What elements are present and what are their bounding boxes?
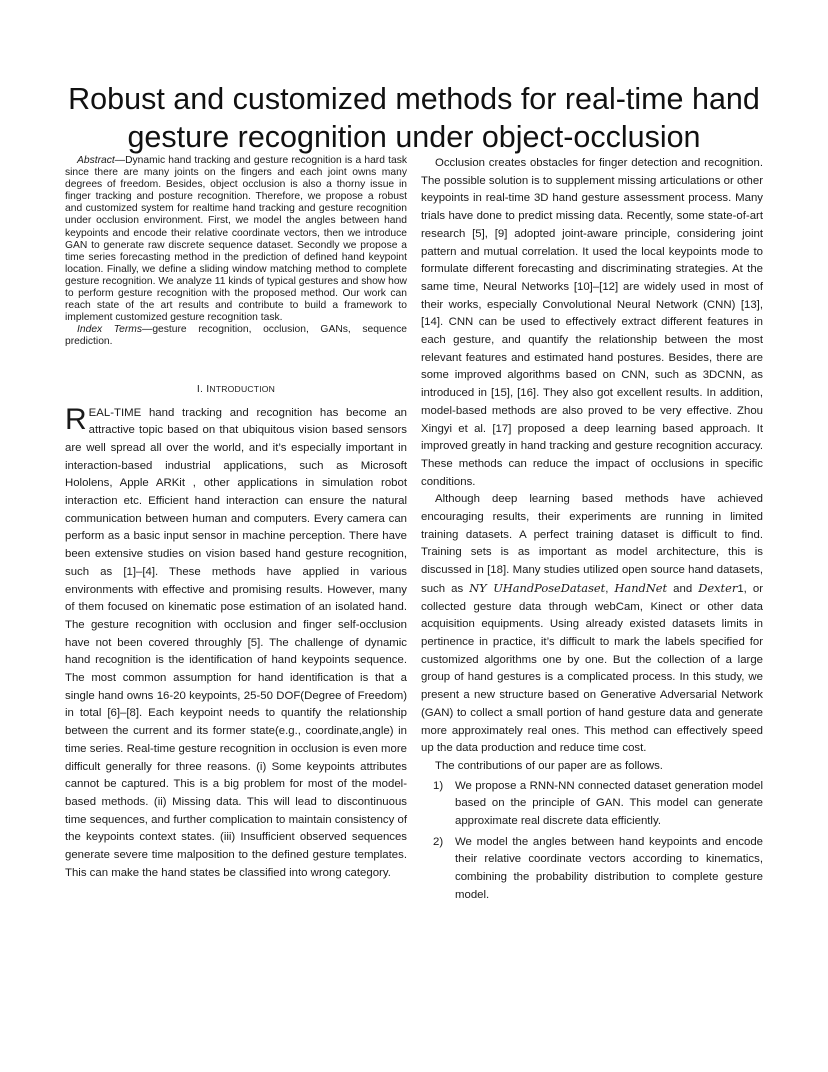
intro-paragraph-4: The contributions of our paper are as follows. [435,759,663,772]
contribution-list [421,778,763,905]
dataset-dexter: Dexter [698,580,738,595]
p3-sep-2: and [667,582,699,595]
abstract-dash: — [114,155,126,166]
intro-paragraph-2: Occlusion creates obstacles for finger detection and recognition. The possible solution is to supplement missing articulations or other keypoints in real-time 3D hand gesture assessment process. Many trials have done to predict missing data. Recently, some state-of-art research [5], [9] adopted joint-aware principle, considering joint pattern and mutual correlation. It used the local keypoints mode to formulate different forecasting and discriminating strategies. At the same time, Neural Networks [10]–[12] are widely used in most of their works, especially Convolutional Neural Network (CNN) [13], [14]. CNN can be used to effectively extract different features in each gesture, and quantify the relationship between the most relevant features and estimated hand postures. Besides, there are some improved algorithms based on CNN, such as 3DCNN, as introduced in [15], [16]. They also got excellent results. In addition, model-based methods are also proved to be very effective. Zhou Xingyi et al. [17] proposed a deep learning based approach. It improved greatly in hand tracking and gesture recognition accuracy. These methods can reduce the impact of occlusions in specific conditions. [421,157,763,488]
abstract-label: Abstract [77,155,115,166]
dropcap: R [65,402,87,436]
section-heading-introduction [65,383,407,395]
abstract-text: Dynamic hand tracking and gesture recognition is a hard task since there are many joints on the fingers and each joint owns many degrees of freedom. Besides, object occlusion is also a thorny issue in finger tracking and posture recognition. Therefore, we propose a robust and customized system for realtime hand tracking and gesture recognition under occlusion environment. First, we model the angles between hand keypoints and encode their relative coordinate vectors, then we introduce GAN to generate raw discrete sequence dataset. Secondly we propose a time series forecasting method in the prediction of defined hand keypoint location. Finally, we define a sliding window matching method to complete gesture recognition. We analyze 11 kinds of typical gestures and show how to perform gesture recognition with the proposed method. Our work can reach state of the art results and contribute to build a framework to implement customized gesture recognition task. [65,155,407,324]
intro-paragraph-3 [421,491,763,758]
contribution-item [421,834,763,905]
right-column [421,155,763,908]
p3-text-a: Although deep learning based methods have achieved encouraging results, their experiments are running in limited training datasets. A perfect training dataset is difficult to find. Training sets is as important as model architecture, this is discussed in [18]. Many studies utilized open source hand datasets, such as [421,493,763,595]
section-numeral: I. I [196,382,210,395]
contribution-text: We propose a RNN-NN connected dataset generation model based on the principle of GAN. This model can generate approximate real discrete data efficiently. [455,779,763,828]
p3-sep-1: , [605,582,615,595]
dataset-nyu: NY UHandPoseDataset [469,580,606,595]
index-terms-label: Index Terms [77,324,143,336]
index-terms [65,324,407,348]
contribution-text: We model the angles between hand keypoints and encode their relative coordinate vectors according to kinematics, combining the probability distribution to complete gesture model. [455,835,763,901]
index-terms-dash: — [142,324,153,336]
paper-title: Robust and customized methods for real-time hand gesture recognition under object-occlusion [68,82,760,154]
abstract [65,155,407,324]
dataset-handnet: HandNet [614,580,668,595]
p3-text-b: 1, or collected gesture data through webCam, Kinect or other data acquisition equipments. Using already existed datasets limits in pertinence in practice, it’s difficult to mark the labels specified for customized algorithms one by one. But the collection of a large group of hand gestures is a complicated process. In this study, we present a new structure based on Generative Adversarial Network (GAN) to collect a small portion of hand gesture data and generate more approximately real ones. This method can effectively speed up the data production and reduce time cost. [421,582,763,755]
intro-paragraph-1-text: EAL-TIME hand tracking and recognition has become an attractive topic based on that ubiquitous vision based sensors are well spread all over the world, and it’s especially important in interaction-based industrial applications, such as Microsoft Hololens, Apple ARKit , other applications in simulation robot interaction etc. Efficient hand interaction can ensure the natural communication between human and computers. Every camera can perform as a basic input sensor in machine perception. There have been extensive studies on vision based hand gesture recognition, such as [1]–[4]. These methods have applied in various environments with effective and promising results. However, many of them focused on kinematic pose estimation of an isolated hand. The gesture recognition with occlusion and finger self-occlusion have not been covered throughly [5]. The challenge of dynamic hand recognition is the identification of hand keypoints sequence. The most common assumption for hand identification is that a single hand owns 16-20 keypoints, 25-50 DOF(Degree of Freedom) in total [6]–[8]. Each keypoint needs to quantify the relationship between the current and its former state(e.g., coordinate,angle) in time series. Real-time gesture recognition in occlusion is even more difficult generally for three reasons. (i) Some keypoints attributes cannot be captured. This is a big problem for most of the model-based methods. (ii) Missing data. This will lead to discontinuous time sequences, and further complication to maintain consistency of the keypoints context states. (iii) Insufficient observed sequences generate severe time malposition to the defined gesture templates. This can make the hand states be classified into wrong category. [65,406,407,879]
section-name: NTRODUCTION [209,383,276,394]
intro-paragraph-1 [65,402,407,883]
left-column [65,155,407,882]
contribution-number: 2) [433,835,444,848]
index-terms-text: gesture recognition, occlusion, GANs, sequence prediction. [65,324,408,348]
contribution-number: 1) [433,779,444,792]
contribution-item [421,778,763,831]
